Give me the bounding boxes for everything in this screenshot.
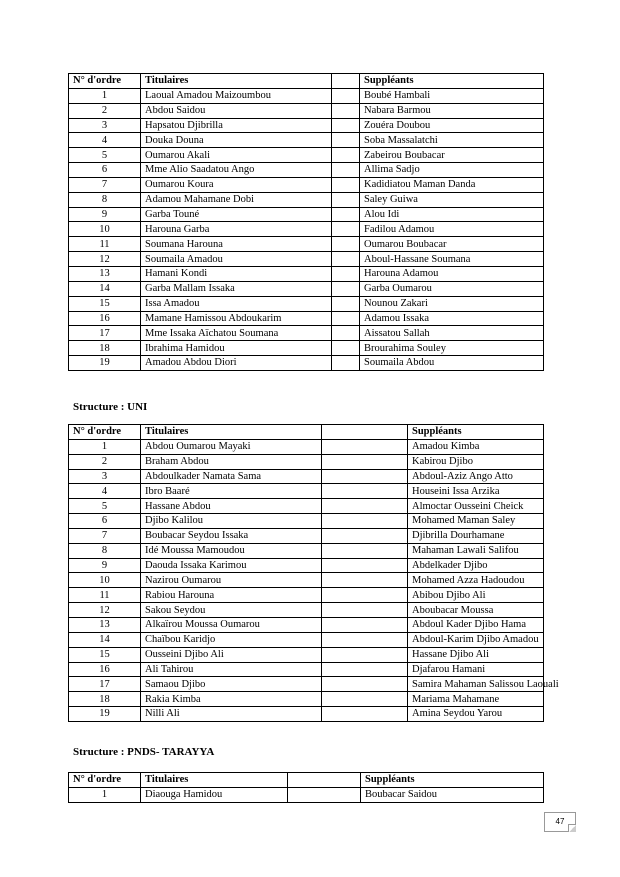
row-number: 19: [69, 356, 141, 371]
titulaire-name: Adamou Mahamane Dobi: [141, 192, 332, 207]
titulaire-name: Ibrahima Hamidou: [141, 341, 332, 356]
row-number: 5: [69, 148, 141, 163]
row-number: 9: [69, 207, 141, 222]
suppleant-name: Amadou Kimba: [408, 439, 544, 454]
spacer-cell: [332, 118, 360, 133]
spacer-cell: [322, 573, 408, 588]
table-row: [69, 484, 544, 499]
row-number: 8: [69, 543, 141, 558]
spacer-cell: [322, 707, 408, 722]
suppleant-name: Alou Idi: [360, 207, 544, 222]
suppleant-name: Soba Massalatchi: [360, 133, 544, 148]
titulaire-name: Garba Mallam Issaka: [141, 281, 332, 296]
page-number-text: 47: [555, 817, 565, 826]
table-row: [69, 192, 544, 207]
spacer-cell: [332, 148, 360, 163]
header-spacer: [322, 425, 408, 440]
row-number: 6: [69, 514, 141, 529]
row-number: 16: [69, 662, 141, 677]
titulaire-name: Mme Issaka Aïchatou Soumana: [141, 326, 332, 341]
row-number: 11: [69, 588, 141, 603]
row-number: 9: [69, 558, 141, 573]
spacer-cell: [322, 662, 408, 677]
suppleant-name: Allima Sadjo: [360, 163, 544, 178]
titulaire-name: Hapsatou Djibrilla: [141, 118, 332, 133]
table-row: [69, 252, 544, 267]
titulaire-name: Oumarou Akali: [141, 148, 332, 163]
spacer-cell: [322, 588, 408, 603]
suppleant-name: Boubé Hambali: [360, 88, 544, 103]
spacer-cell: [332, 192, 360, 207]
suppleant-name: Mohamed Maman Saley: [408, 514, 544, 529]
suppleant-name: Abibou Djibo Ali: [408, 588, 544, 603]
titulaire-name: Abdoulkader Namata Sama: [141, 469, 322, 484]
row-number: 12: [69, 252, 141, 267]
suppleant-name: Garba Oumarou: [360, 281, 544, 296]
spacer-cell: [322, 677, 408, 692]
titulaire-name: Ibro Baaré: [141, 484, 322, 499]
spacer-cell: [322, 469, 408, 484]
page-fold-icon: [568, 824, 576, 832]
titulaires-table-uni: [68, 424, 559, 722]
table-row: [69, 88, 544, 103]
titulaire-name: Rabiou Harouna: [141, 588, 322, 603]
table-row: [69, 603, 544, 618]
suppleant-name: Mariama Mahamane: [408, 692, 544, 707]
row-number: 3: [69, 469, 141, 484]
suppleant-name: Mahaman Lawali Salifou: [408, 543, 544, 558]
titulaire-name: Hassane Abdou: [141, 499, 322, 514]
row-number: 17: [69, 677, 141, 692]
header-suppleants: Suppléants: [361, 773, 544, 788]
suppleant-name: Zouéra Doubou: [360, 118, 544, 133]
row-number: 8: [69, 192, 141, 207]
titulaire-name: Harouna Garba: [141, 222, 332, 237]
suppleant-name: Djibrilla Dourhamane: [408, 528, 544, 543]
row-number: 14: [69, 281, 141, 296]
spacer-cell: [332, 163, 360, 178]
table-row: [69, 558, 544, 573]
spacer-cell: [332, 281, 360, 296]
suppleant-name: Abdoul-Aziz Ango Atto: [408, 469, 544, 484]
header-titulaires: Titulaires: [141, 74, 332, 89]
titulaire-name: Hamani Kondi: [141, 266, 332, 281]
row-number: 15: [69, 647, 141, 662]
table-row: [69, 543, 544, 558]
suppleant-name: Kabirou Djibo: [408, 454, 544, 469]
row-number: 2: [69, 454, 141, 469]
spacer-cell: [322, 558, 408, 573]
row-number: 7: [69, 177, 141, 192]
titulaire-name: Samaou Djibo: [141, 677, 322, 692]
table-row: [69, 787, 544, 802]
header-titulaires: Titulaires: [141, 773, 288, 788]
suppleant-name: Amina Seydou Yarou: [408, 707, 544, 722]
table-header-row: [69, 425, 544, 440]
titulaire-name: Ousseini Djibo Ali: [141, 647, 322, 662]
titulaire-name: Abdou Oumarou Mayaki: [141, 439, 322, 454]
row-number: 19: [69, 707, 141, 722]
suppleant-name: Almoctar Ousseini Cheick: [408, 499, 544, 514]
table-row: [69, 617, 544, 632]
row-number: 4: [69, 133, 141, 148]
table-row: [69, 177, 544, 192]
titulaire-name: Djibo Kalilou: [141, 514, 322, 529]
header-spacer: [288, 773, 361, 788]
suppleant-name: Hassane Djibo Ali: [408, 647, 544, 662]
table-row: [69, 207, 544, 222]
table-row: [69, 588, 544, 603]
header-suppleants: Suppléants: [360, 74, 544, 89]
table-body: [69, 425, 559, 722]
table-body: [69, 74, 544, 371]
table-header-row: [69, 74, 544, 89]
header-spacer: [332, 74, 360, 89]
table-row: [69, 118, 544, 133]
row-number: 6: [69, 163, 141, 178]
spacer-cell: [332, 341, 360, 356]
titulaires-table-1: [68, 73, 544, 371]
suppleant-name: Abdoul-Karim Djibo Amadou: [408, 632, 544, 647]
suppleant-name: Aboubacar Moussa: [408, 603, 544, 618]
row-number: 18: [69, 692, 141, 707]
header-num: N° d'ordre: [69, 773, 141, 788]
spacer-cell: [332, 311, 360, 326]
row-number: 14: [69, 632, 141, 647]
header-titulaires: Titulaires: [141, 425, 322, 440]
spacer-cell: [332, 237, 360, 252]
table-row: [69, 237, 544, 252]
table-row: [69, 266, 544, 281]
spacer-cell: [332, 133, 360, 148]
table-row: [69, 647, 544, 662]
table-row: [69, 133, 544, 148]
suppleant-name: Mohamed Azza Hadoudou: [408, 573, 544, 588]
suppleant-name: Aboul-Hassane Soumana: [360, 252, 544, 267]
suppleant-name: Adamou Issaka: [360, 311, 544, 326]
row-number: 10: [69, 222, 141, 237]
spacer-cell: [322, 617, 408, 632]
table-row: [69, 311, 544, 326]
spacer-cell: [322, 439, 408, 454]
titulaire-name: Laoual Amadou Maizoumbou: [141, 88, 332, 103]
table-row: [69, 222, 544, 237]
suppleant-name: Zabeirou Boubacar: [360, 148, 544, 163]
titulaire-name: Oumarou Koura: [141, 177, 332, 192]
row-number: 4: [69, 484, 141, 499]
table-row: [69, 469, 544, 484]
suppleant-name: Kadidiatou Maman Danda: [360, 177, 544, 192]
table-row: [69, 296, 544, 311]
spacer-cell: [322, 543, 408, 558]
suppleant-name: Samira Mahaman Salissou Laouali: [408, 677, 544, 692]
row-number: 1: [69, 439, 141, 454]
table-row: [69, 662, 544, 677]
row-number: 13: [69, 617, 141, 632]
row-number: 12: [69, 603, 141, 618]
row-number: 11: [69, 237, 141, 252]
row-number: 7: [69, 528, 141, 543]
suppleant-name: Oumarou Boubacar: [360, 237, 544, 252]
suppleant-name: Nounou Zakari: [360, 296, 544, 311]
suppleant-name: Fadilou Adamou: [360, 222, 544, 237]
suppleant-name: Harouna Adamou: [360, 266, 544, 281]
titulaire-name: Amadou Abdou Diori: [141, 356, 332, 371]
suppleant-name: Nabara Barmou: [360, 103, 544, 118]
table-row: [69, 632, 544, 647]
titulaire-name: Sakou Seydou: [141, 603, 322, 618]
table-row: [69, 692, 544, 707]
spacer-cell: [332, 296, 360, 311]
titulaire-name: Nilli Ali: [141, 707, 322, 722]
spacer-cell: [332, 177, 360, 192]
titulaire-name: Alkaïrou Moussa Oumarou: [141, 617, 322, 632]
spacer-cell: [322, 514, 408, 529]
table-row: [69, 514, 544, 529]
spacer-cell: [332, 252, 360, 267]
spacer-cell: [322, 528, 408, 543]
table-row: [69, 281, 544, 296]
titulaire-name: Mme Alio Saadatou Ango: [141, 163, 332, 178]
spacer-cell: [322, 632, 408, 647]
suppleant-name: Saley Guiwa: [360, 192, 544, 207]
spacer-cell: [332, 103, 360, 118]
spacer-cell: [322, 692, 408, 707]
titulaire-name: Garba Touné: [141, 207, 332, 222]
spacer-cell: [332, 326, 360, 341]
spacer-cell: [332, 266, 360, 281]
row-number: 1: [69, 88, 141, 103]
table-row: [69, 326, 544, 341]
spacer-cell: [288, 787, 361, 802]
spacer-cell: [322, 484, 408, 499]
structure-uni-heading: Structure : UNI: [73, 401, 148, 413]
table-row: [69, 573, 544, 588]
suppleant-name: Abdelkader Djibo: [408, 558, 544, 573]
titulaire-name: Ali Tahirou: [141, 662, 322, 677]
spacer-cell: [322, 647, 408, 662]
spacer-cell: [322, 499, 408, 514]
table-row: [69, 677, 544, 692]
table-row: [69, 356, 544, 371]
titulaire-name: Mamane Hamissou Abdoukarim: [141, 311, 332, 326]
titulaire-name: Daouda Issaka Karimou: [141, 558, 322, 573]
suppleant-name: Abdoul Kader Djibo Hama: [408, 617, 544, 632]
table-row: [69, 163, 544, 178]
row-number: 15: [69, 296, 141, 311]
titulaire-name: Issa Amadou: [141, 296, 332, 311]
table-body: [69, 773, 544, 803]
titulaire-name: Diaouga Hamidou: [141, 787, 288, 802]
suppleant-name: Aissatou Sallah: [360, 326, 544, 341]
spacer-cell: [332, 207, 360, 222]
titulaire-name: Braham Abdou: [141, 454, 322, 469]
row-number: 1: [69, 787, 141, 802]
suppleant-name: Brourahima Souley: [360, 341, 544, 356]
titulaire-name: Idé Moussa Mamoudou: [141, 543, 322, 558]
spacer-cell: [322, 454, 408, 469]
titulaire-name: Boubacar Seydou Issaka: [141, 528, 322, 543]
spacer-cell: [322, 603, 408, 618]
table-row: [69, 707, 544, 722]
titulaire-name: Nazirou Oumarou: [141, 573, 322, 588]
suppleant-name: Soumaila Abdou: [360, 356, 544, 371]
table-row: [69, 499, 544, 514]
header-num: N° d'ordre: [69, 425, 141, 440]
row-number: 13: [69, 266, 141, 281]
suppleant-name: Djafarou Hamani: [408, 662, 544, 677]
table-row: [69, 103, 544, 118]
suppleant-name: Boubacar Saidou: [361, 787, 544, 802]
titulaire-name: Douka Douna: [141, 133, 332, 148]
suppleant-name: Houseini Issa Arzika: [408, 484, 544, 499]
table-row: [69, 148, 544, 163]
row-number: 16: [69, 311, 141, 326]
header-suppleants: Suppléants: [408, 425, 544, 440]
titulaire-name: Abdou Saidou: [141, 103, 332, 118]
titulaire-name: Soumana Harouna: [141, 237, 332, 252]
row-number: 18: [69, 341, 141, 356]
table-row: [69, 341, 544, 356]
titulaires-table-pnds: [68, 772, 544, 803]
titulaire-name: Rakia Kimba: [141, 692, 322, 707]
table-row: [69, 439, 544, 454]
spacer-cell: [332, 356, 360, 371]
table-row: [69, 454, 544, 469]
spacer-cell: [332, 222, 360, 237]
table-header-row: [69, 773, 544, 788]
page-number: [544, 812, 576, 832]
spacer-cell: [332, 88, 360, 103]
header-num: N° d'ordre: [69, 74, 141, 89]
row-number: 10: [69, 573, 141, 588]
titulaire-name: Soumaila Amadou: [141, 252, 332, 267]
titulaire-name: Chaïbou Karidjo: [141, 632, 322, 647]
structure-pnds-heading: Structure : PNDS- TARAYYA: [73, 746, 215, 758]
row-number: 17: [69, 326, 141, 341]
row-number: 2: [69, 103, 141, 118]
row-number: 5: [69, 499, 141, 514]
table-row: [69, 528, 544, 543]
row-number: 3: [69, 118, 141, 133]
